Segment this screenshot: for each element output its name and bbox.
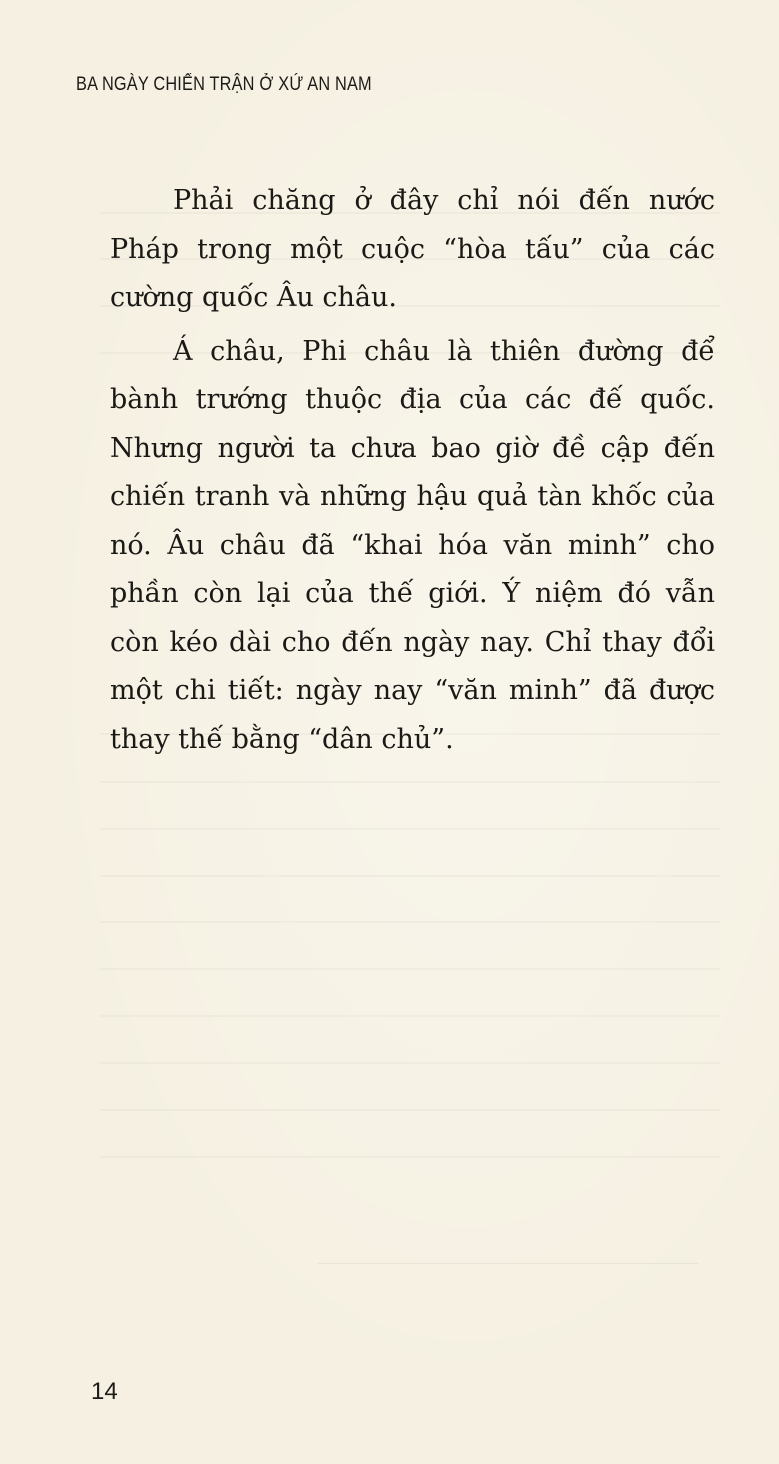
bleed-through-line (100, 1062, 720, 1064)
bleed-through-footnote-rule (318, 1263, 698, 1264)
bleed-through-line (100, 781, 720, 783)
bleed-through-line (100, 875, 720, 877)
page-number: 14 (91, 1378, 118, 1405)
bleed-through-line (100, 828, 720, 830)
bleed-through-line (100, 968, 720, 970)
paragraph: Á châu, Phi châu là thiên đường để bành trướng thuộc địa của các đế quốc. Nhưng người ta chưa bao giờ đề cập đến chiến tranh và những hậu quả tàn khốc của nó. Âu châu đã “khai hóa văn minh” cho phần còn lại của thế giới. Ý niệm đó vẫn còn kéo dài cho đến ngày nay. Chỉ thay đổi một chi tiết: ngày nay “văn minh” đã được thay thế bằng “dân chủ”. (110, 335, 715, 755)
bleed-through-line (100, 921, 720, 923)
running-header: BA NGÀY CHIẾN TRẬN Ở XỨ AN NAM (76, 74, 372, 95)
bleed-through-line (100, 1156, 720, 1158)
bleed-through-line (100, 1109, 720, 1111)
paragraph: Phải chăng ở đây chỉ nói đến nước Pháp trong một cuộc “hòa tấu” của các cường quốc Âu châu. (110, 185, 715, 313)
bleed-through-line (100, 1015, 720, 1017)
body-text (110, 177, 715, 764)
